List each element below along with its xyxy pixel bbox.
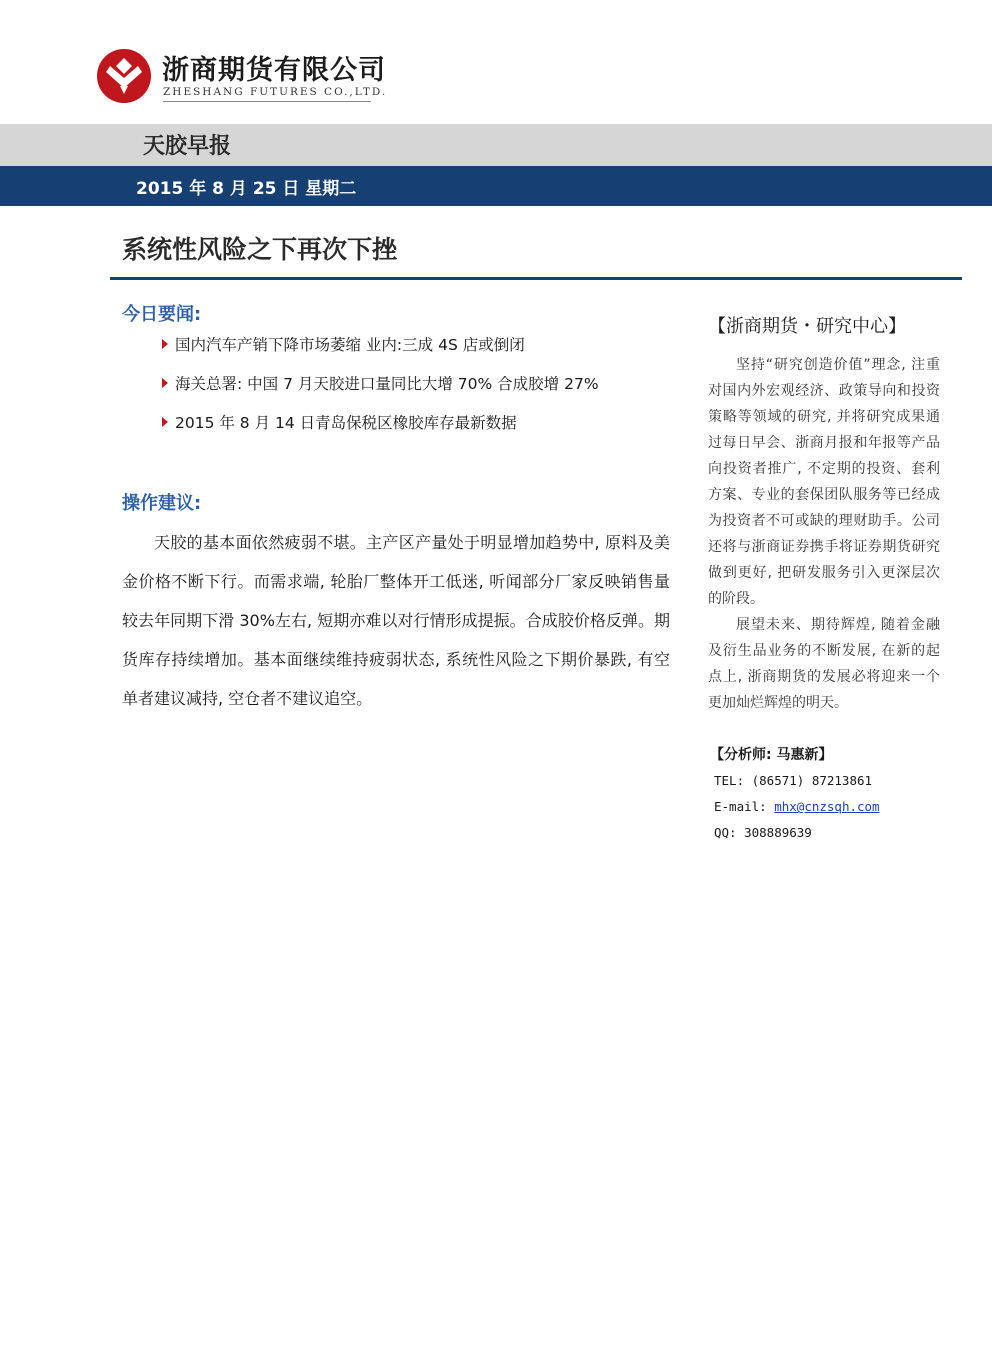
zheshang-logo-icon	[96, 48, 152, 104]
analyst-tel: TEL: (86571) 87213861	[714, 773, 873, 788]
email-link[interactable]: mhx@cnzsqh.com	[774, 799, 880, 814]
email-label: E-mail:	[714, 799, 775, 814]
company-name-en: ZHESHANG FUTURES CO.,LTD.	[163, 86, 388, 98]
advice-paragraph: 天胶的基本面依然疲弱不堪。主产区产量处于明显增加趋势中, 原料及美金价格不断下行。而需求端, 轮胎厂整体开工低迷, 听闻部分厂家反映销售量较去年同期下滑 30%左右, 短期亦难以对行情形成提振。合成胶价格反弹。期货库存持续增加。基本面继续维持疲弱状态, 系统性风险之下期价暴跌, 有空单者建议减持, 空仓者不建议追空。	[122, 533, 670, 708]
news-list	[162, 333, 682, 450]
triangle-bullet-icon	[162, 417, 168, 427]
report-type: 天胶早报	[143, 134, 232, 159]
intro-paragraph: 坚持“研究创造价值”理念, 注重对国内外宏观经济、政策导向和投资策略等领域的研究, 并将研究成果通过每日早会、浙商月报和年报等产品向投资者推广, 不定期的投资、套利方案、专业的套保团队服务等已经成为投资者不可或缺的理财助手。公司还将与浙商证券携手将证券期货研究做到更好, 把研发服务引入更深层次的阶段。	[708, 357, 940, 607]
list-item[interactable]	[162, 372, 682, 411]
list-item[interactable]	[162, 411, 682, 450]
analyst-email	[714, 799, 880, 814]
research-center-title: 【浙商期货・研究中心】	[708, 316, 906, 337]
triangle-bullet-icon	[162, 378, 168, 388]
company-logo	[96, 46, 386, 106]
news-item-text: 国内汽车产销下降市场萎缩 业内:三成 4S 店或倒闭	[175, 336, 525, 354]
company-name-cn: 浙商期货有限公司	[162, 55, 386, 86]
news-section-title: 今日要闻:	[122, 304, 202, 325]
report-date: 2015 年 8 月 25 日 星期二	[136, 179, 357, 199]
news-item-text: 海关总署: 中国 7 月天胶进口量同比大增 70% 合成胶增 27%	[175, 375, 599, 393]
triangle-bullet-icon	[162, 339, 168, 349]
research-center-intro	[708, 352, 940, 716]
list-item[interactable]	[162, 333, 682, 372]
advice-section-title: 操作建议:	[122, 493, 202, 514]
logo-divider	[163, 101, 371, 102]
headline-divider	[110, 277, 962, 280]
analyst-qq: QQ: 308889639	[714, 825, 812, 840]
intro-paragraph: 展望未来、期待辉煌, 随着金融及衍生品业务的不断发展, 在新的起点上, 浙商期货的发展必将迎来一个更加灿烂辉煌的明天。	[708, 617, 940, 711]
analyst-title: 【分析师: 马惠新】	[710, 747, 833, 763]
news-item-text: 2015 年 8 月 14 日青岛保税区橡胶库存最新数据	[175, 414, 517, 432]
headline: 系统性风险之下再次下挫	[122, 235, 398, 264]
